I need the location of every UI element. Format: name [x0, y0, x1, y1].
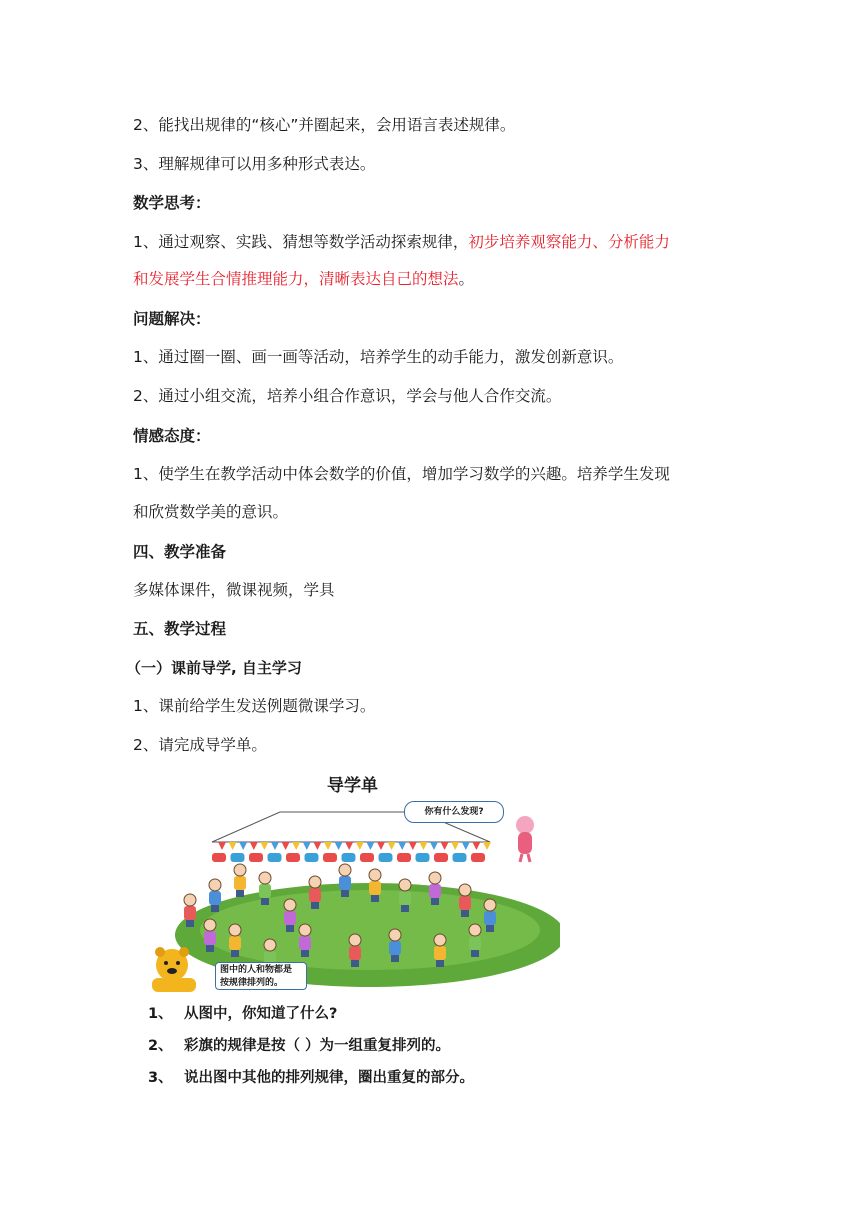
- bunting-flag: [388, 842, 396, 850]
- bunting-flag: [345, 842, 353, 850]
- bunting-flag: [451, 842, 459, 850]
- objective-3: 3、理解规律可以用多种形式表达。: [133, 155, 376, 173]
- question-3-number: 3、: [148, 1070, 173, 1086]
- bunting-flag: [324, 842, 332, 850]
- note-box: [215, 962, 307, 990]
- speech-bubble: 你有什么发现?: [404, 801, 504, 823]
- bunting-flag: [271, 842, 279, 850]
- lantern: [342, 853, 356, 862]
- emotion-1: 1、使学生在教学活动中体会数学的价值，增加学习数学的兴趣。培养学生发现: [133, 465, 670, 483]
- bunting-flag: [260, 842, 268, 850]
- lantern: [323, 853, 337, 862]
- bunting-flag: [229, 842, 237, 850]
- bunting-flag: [313, 842, 321, 850]
- math-thinking-1-cont-end: 。: [458, 270, 475, 288]
- problem-solving-1: 1、通过圈一圈、画一画等活动，培养学生的动手能力，激发创新意识。: [133, 348, 624, 366]
- question-3: [148, 1066, 474, 1087]
- bunting-flag: [303, 842, 311, 850]
- process-1: 1、课前给学生发送例题微课学习。: [133, 697, 376, 715]
- lantern: [212, 853, 226, 862]
- question-2-number: 2、: [148, 1038, 173, 1054]
- math-thinking-1-cont-red: 和发展学生合情推理能力，清晰表达自己的想法: [133, 270, 459, 288]
- bunting-flag: [250, 842, 258, 850]
- math-thinking-1-black: 1、通过观察、实践、猜想等数学活动探索规律，: [133, 233, 469, 251]
- problem-solving-2: 2、通过小组交流，培养小组合作意识，学会与他人合作交流。: [133, 387, 562, 405]
- lantern: [249, 853, 263, 862]
- lantern: [268, 853, 282, 862]
- objective-2: 2、能找出规律的“核心”并圈起来，会用语言表述规律。: [133, 116, 516, 134]
- bunting-flag: [462, 842, 470, 850]
- lantern: [471, 853, 485, 862]
- lantern: [286, 853, 300, 862]
- bunting-flag: [239, 842, 247, 850]
- heading-process: 五、教学过程: [133, 620, 227, 638]
- bunting-flag: [398, 842, 406, 850]
- lantern: [305, 853, 319, 862]
- bunting-flag: [430, 842, 438, 850]
- piglet-character: [516, 816, 534, 862]
- worksheet-title: 导学单: [327, 776, 378, 796]
- bunting-flag: [472, 842, 480, 850]
- bunting-flag: [441, 842, 449, 850]
- heading-preparation: 四、教学准备: [133, 543, 227, 561]
- math-thinking-1-red: 初步培养观察能力、分析能力: [468, 233, 670, 251]
- bunting-flag: [419, 842, 427, 850]
- child-figure: [234, 864, 246, 897]
- bunting-flag: [292, 842, 300, 850]
- preparation-text: 多媒体课件，微课视频，学具: [133, 581, 335, 599]
- bunting-flag: [335, 842, 343, 850]
- lantern: [231, 853, 245, 862]
- question-1-text: 从图中，你知道了什么?: [184, 1006, 338, 1022]
- question-1-number: 1、: [148, 1006, 173, 1022]
- lantern: [379, 853, 393, 862]
- heading-pre-class: （一）课前导学, 自主学习: [126, 659, 302, 677]
- emotion-1-cont: 和欣赏数学美的意识。: [133, 503, 289, 521]
- lantern: [360, 853, 374, 862]
- process-2: 2、请完成导学单。: [133, 736, 267, 754]
- bunting-flag: [483, 842, 491, 850]
- heading-emotion: 情感态度：: [133, 427, 211, 445]
- question-1: [148, 1002, 337, 1023]
- note-line-2: 按规律排列的。: [220, 978, 284, 988]
- math-thinking-1: [133, 231, 670, 253]
- lantern: [416, 853, 430, 862]
- bunting-flag: [356, 842, 364, 850]
- question-3-text: 说出图中其他的排列规律，圈出重复的部分。: [184, 1070, 474, 1086]
- lantern: [453, 853, 467, 862]
- lantern: [434, 853, 448, 862]
- heading-problem-solving: 问题解决：: [133, 310, 211, 328]
- bunting-flag: [409, 842, 417, 850]
- bunting-flag: [282, 842, 290, 850]
- heading-math-thinking: 数学思考：: [133, 194, 211, 212]
- lantern: [397, 853, 411, 862]
- question-2-text: 彩旗的规律是按（ ）为一组重复排列的。: [184, 1038, 451, 1054]
- bunting-flag: [377, 842, 385, 850]
- bunting-flag: [218, 842, 226, 850]
- question-2: [148, 1034, 450, 1055]
- note-line-1: 图中的人和物都是: [220, 965, 293, 975]
- bunting-flag: [366, 842, 374, 850]
- math-thinking-1-cont: [133, 268, 474, 290]
